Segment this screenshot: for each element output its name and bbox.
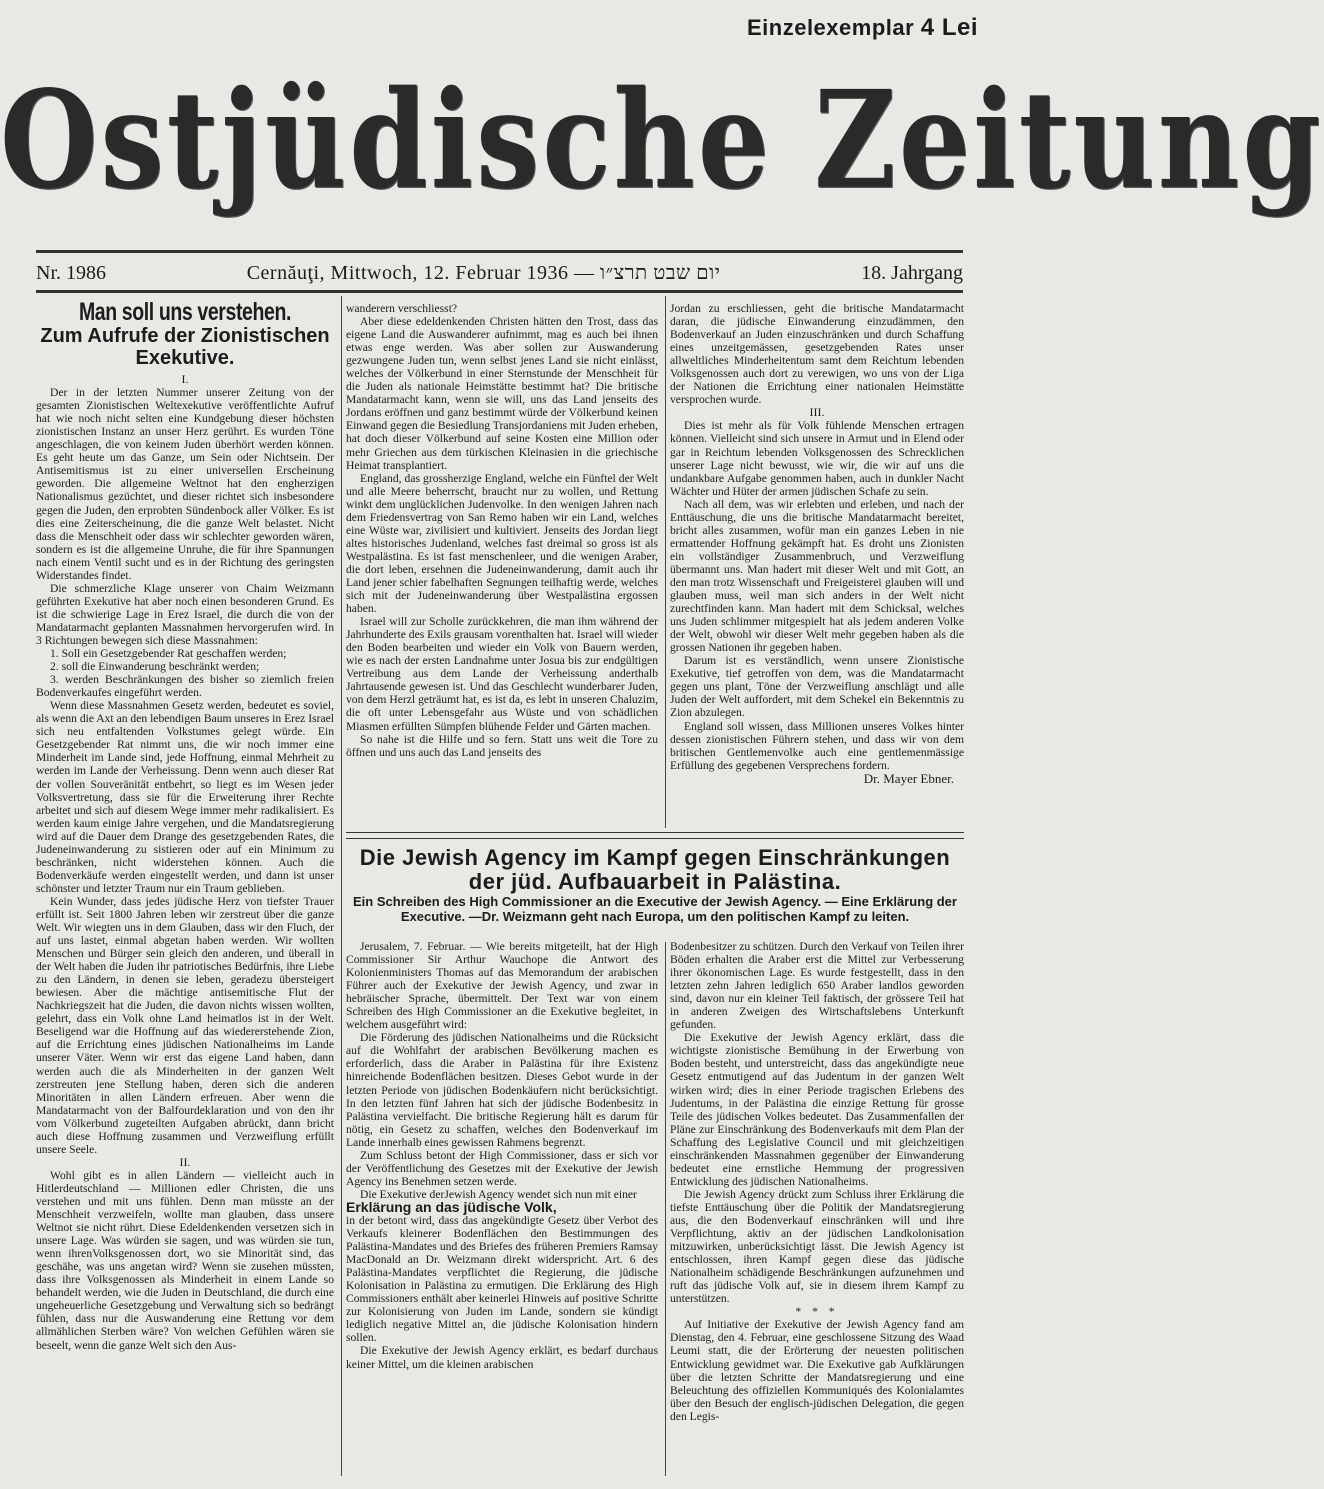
paragraph: Die schmerzliche Klage unserer von Chaim Weizmann geführten Exekutive hat aber noch einen besonderen Grund. Es ist die schwierige Lage in Erez Israel, die durch die von der Mandatarmacht geplanten Massnahmen hervorgerufen wird. In 3 Richtungen bewegen sich diese Massnahmen: [36,581,334,647]
dateline [36,258,963,288]
column-divider-3 [665,942,666,1476]
place-date: Cernăuţi, Mittwoch, 12. Februar 1936 — [246,261,595,284]
masthead-rule-bottom [36,290,963,293]
paragraph: Aber diese edeldenkenden Christen hätten den Trost, dass das eigene Land die Auswanderer aufnimmt, mag es auch bei ihnen etwas enge werden. Was aber sollen zur Auswanderung gezwungene Juden tun, wenn selbst jenes Land sie nicht einlässt, welches der Völkerbund in einer Sternstunde der Menschheit für die Juden als nationale Heimstätte bestimmt hat? Die britische Mandatarmacht kann, wenn sie will, uns das Land jenseits des Jordans eröffnen und ganz bestimmt würde der Völkerbund keinen Einwand gegen die Besiedlung Transjordaniens mit Juden erheben, hat doch dieser Völkerbund auf seine Kosten eine Million oder mehr Griechen aus dem türkischen Kleinasien in die griechische Heimat transplantiert. [346,315,658,472]
paragraph: Die Jewish Agency drückt zum Schluss ihrer Erklärung die tiefste Enttäuschung über die Politik der Mandatsregierung aus, die den Bodenverkauf einschränken will und ihre Verpflichtung, aktiv an der jüdischen Landkolonisation mitzuwirken, unberücksichtigt lässt. Die Jewish Agency ist entschlossen, ihren Kampf gegen diese das jüdische Nationalheim schädigende Beschränkungen aufzunehmen und ruft das jüdische Volk auf, sie in diesem ihrem Kampf zu unterstützen. [670,1187,964,1306]
article1-column-2 [346,302,658,826]
paragraph: 3. werden Beschränkungen des bisher so ziemlich freien Bodenverkaufes eingeführt werden. [36,673,334,700]
paragraph: Wohl gibt es in allen Ländern — vielleicht auch in Hitlerdeutschland — Millionen edler Christen, die uns verstehen und mit uns fühlen. Denn man müsste an der Menschheit verzweifeln, wollte man glauben, dass unsere Weltnot sie nicht rührt. Diese Edeldenkenden versetzen sich in unsere Lage. Was würden sie sagen, und was würden sie tun, wenn ihrenVolksgenossen dort, wo sie Minorität sind, das geschähe, was uns angetan wird? Wenn sie zusehen müssten, dass ihre Volksgenossen als Minderheit in einem Lande so behandelt werden, wie die Juden in Deutschland, die durch eine ungeheuerliche Gesetzgebung und Verwaltung sich so bedrängt fühlen, dass nur die Auswanderung eine Rettung vor dem allmählichen Sterben wäre? Von welchen Gefühlen wären sie beseelt, wenn die ganze Welt sich den Aus- [36,1168,334,1352]
paragraph: Der in der letzten Nummer unserer Zeitung von der gesamten Zionistischen Weltexekutive veröffentlichte Aufruf hat wie noch nicht selten eine Kundgebung dieser höchsten zionistischen Instanz an unser Herz gerührt. Es wurden Töne angeschlagen, die von keinem Juden überhört werden können. Es geht heute um das Ganze, um Sein oder Nichtsein. Der Antisemitismus ist zu einer universellen Erscheinung geworden. Die allgemeine Weltnot hat den engherzigen Nationalismus gezüchtet, und dieser richtet sich insbesondere gegen die Juden, den erprobten Sündenbock aller Völker. Es ist dies eine Zeiterscheinung, die die ganze Welt belastet. Nicht dass die Menschheit oder dass wir schlechter geworden wären, sondern es ist die allgemeine Unruhe, die für ihre Spannungen nach einem Ventil sucht und es in der Richtung des geringsten Widerstandes findet. [36,386,334,582]
paragraph: Israel will zur Scholle zurückkehren, die man ihm während der Jahrhunderte des Exils grausam vorenthalten hat. Israel will wieder den Boden bearbeiten und wieder ein Volk von Bauern werden, wie es nach der ersten Landnahme unter Josua bis zur endgültigen Vertreibung aus dem Lande der Verheissung anderthalb Jahrtausende gewesen ist. Und das Geschlecht wunderbarer Juden, von dem Herzl geträumt hat, es ist da, es lebt in unseren Chaluzim, die oft unter Lebensgefahr aus Wüste und von schädlichen Miasmen erfüllten Sümpfen blühende Felder und Gärten machen. [346,615,658,733]
paragraph: 1. Soll ein Gesetzgebender Rat geschaffen werden; [50,647,287,661]
article2-column-1 [346,940,658,1480]
section-number-2: II. [179,1154,191,1169]
section-number-1: I. [181,372,189,387]
paragraph: Die Exekutive derJewish Agency wendet sich nun mit einer [360,1187,637,1201]
paragraph: in der betont wird, dass das angekündigte Gesetz über Verbot des Verkaufs kleinerer Bodenflächen den Bestimmungen des Palästina-Mandates und des Briefes des früheren Premiers Ramsay MacDonald an Dr. Weizmann direkt widerspricht. Art. 6 des Palästina-Mandates verpflichtet die Regierung, die jüdische Kolonisation in Palästina zu ermutigen. Die Erklärung des High Commissioners enthält aber keinerlei Hinweis auf positive Schritte zur Kolonisierung von Juden im Lande, sondern sie kündigt lediglich negative Mittel an, die jüdische Kolonisation hindern sollen. [346,1213,658,1345]
paragraph: Auf Initiative der Exekutive der Jewish Agency fand am Dienstag, den 4. Februar, eine geschlossene Sitzung des Waad Leumi statt, die der Erörterung der neuesten politischen Entwicklung gewidmet war. Die Exekutive gab Aufklärungen über die letzten Schritte der Mandatsregierung und eine Beleuchtung des offiziellen Kommuniqués des Kolonialamtes über den Besuch der englisch-jüdischen Delegation, die gegen den Legis- [670,1318,964,1423]
article-divider-2 [346,838,964,839]
article1-title: Man soll uns verstehen. [78,298,292,326]
article2-column-2 [670,940,964,1480]
paragraph: wanderern verschliesst? [346,302,458,315]
price-label [747,14,978,42]
article1-column-3 [670,302,964,826]
paragraph: England, das grossherzige England, welche ein Fünftel der Welt und alle Meere beherrscht, braucht nur zu wollen, und Rettung winkt dem unglücklichen Judenvolke. In den wenigen Jahren nach dem Friedensvertrag von San Remo haben wir ein Land, welches eine Wüste war, zivilisiert und kultiviert. Jenseits des Jordan liegt altes historisches Judenland, welches fast dreimal so gross ist als Westpalästina. Es ist fast menschenleer, und die wenigen Araber, die dort leben, ersehnen die Judeneinwanderung, damit auch ihr Land jener schier fabelhaften Segnungen teilhaftig werde, welches sich mit der Judeneinwanderung über Westpalästina ergossen haben. [346,471,658,616]
paragraph: Nach all dem, was wir erlebten und erleben, und nach der Enttäuschung, die uns die britische Mandatarmacht bereitet, bricht alles zusammen, wofür man ein ganzes Leben in nie ermattender Hoffnung gekämpft hat. Es droht uns Zionisten ein vollständiger Zusammenbruch, und Verzweiflung übermannt uns. Man hadert mit dieser Welt und mit Gott, an den man trotz Wissenschaft und Freigeisterei glauben will und glauben muss, weil man sich anders in der Welt nicht zurechtfinden kann. Man hadert mit dem Schicksal, welches uns Juden schlimmer mitgespielt hat als jedem anderen Volke der Welt, obwohl wir dieser Welt mehr gegeben haben als die grossen Nationen ihr gegeben haben. [670,497,964,655]
paragraph: Dies ist mehr als für Volk fühlende Menschen ertragen können. Vielleicht sind sich unsere in Armut und in Elend oder gar in Reichtum lebenden Volksgenossen des Schrecklichen unserer Lage nicht bewusst, wie wir, die wir auf uns die undankbare Aufgabe genommen haben, auch in dunkler Nacht Wächter und Hüter der armen jüdischen Schafe zu sein. [670,419,964,498]
paragraph: So nahe ist die Hilfe und so fern. Statt uns weit die Tore zu öffnen und uns auch das Land jenseits des [346,732,658,759]
article-divider [346,832,964,833]
column-divider-1 [341,296,342,1476]
paragraph: Die Exekutive der Jewish Agency erklärt, es bedarf durchaus keiner Mittel, um die kleinen arabischen [346,1344,658,1371]
article1-column-1 [36,298,334,1482]
paragraph: Wenn diese Massnahmen Gesetz werden, bedeutet es soviel, als wenn die Axt an den lebendigen Baum unseres in Erez Israel sich neu entfaltenden Volkstumes gelegt würde. Ein Gesetzgebender Rat nimmt uns, die wir noch immer eine Minderheit im Lande sind, jede Hoffnung, einmal Mehrheit zu werden im Lande der Verheissung. Denn wenn auch dieser Rat der vollen Souveränität entbehrt, so liegt es im Wesen jeder Volksvertretung, dass sie für die Erweiterung ihrer Rechte arbeitet und sich auf diesem Wege immer mehr radikalisiert. Es werden kaum einige Jahre vergehen, und die Mandatsregierung wird auf die Dauer dem Drange des gesetzgebenden Rates, die Judeneinwanderung zu sistieren oder auf ein Minimum zu beschränken, nicht widerstehen können. Auch die Bodenverkäufe werden eingestellt werden, und dann ist unser schönster und letzter Traum nur ein Traum geblieben. [36,699,334,895]
masthead-title: Ostjüdische Zeitung [0,62,1324,220]
paragraph: 2. soll die Einwanderung beschränkt werden; [50,660,260,674]
article1-subtitle: Zum Aufrufe der Zionistischen Exekutive. [40,325,330,370]
article2-subhead: Erklärung an das jüdische Volk, [346,1198,557,1215]
author-signature: Dr. Mayer Ebner. [863,770,954,786]
paragraph: Die Exekutive der Jewish Agency erklärt, dass die wichtigste zionistische Bemühung in der Erwerbung von Boden besteht, und unterstreicht, dass das angekündigte neue Gesetz entmutigend auf das Judentum in der ganzen Welt wirken wird; dies in einer Periode tragischen Erlebens des Judentums, in der Palästina die einzige Rettung für grosse Teile des jüdischen Volkes bedeutet. Das Zusammenfallen der Pläne zur Einschränkung des Bodenverkaufs mit dem Plan der Schaffung des Legislative Council und mit gleichzeitigen einschränkenden Massnahmen gegenüber der Einwanderung bedeutet eine ernstliche Hemmung der progressiven Entwicklung des jüdischen Nationalheims. [670,1031,964,1188]
section-number-3: III. [809,405,825,420]
masthead-rule-top [36,250,963,253]
volume-year: 18. Jahrgang [861,261,963,284]
issue-date [247,262,721,285]
paragraph: Die Förderung des jüdischen Nationalheims und die Rücksicht auf die Wohlfahrt der arabischen Bevölkerung machen es erforderlich, dass die Araber in Palästina für ihre Existenz hinreichende Bodenflächen besitzen. Dieses Gebot wurde in der letzten Periode von jüdischen Bodenkäufern nicht berücksichtigt. In den letzten fünf Jahren hat sich der jüdische Bodenbesitz in Palästina vervielfacht. Die britische Regierung hält es darum für nötig, ein Gesetz zu schaffen, welches den Bodenverkauf im Lande innerhalb eines gewissen Rahmens begrenzt. [346,1031,658,1149]
issue-number: Nr. 1986 [36,261,106,284]
paragraph: Kein Wunder, dass jedes jüdische Herz von tiefster Trauer erfüllt ist. Seit 1800 Jahren leben wir zerstreut über die ganze Welt. Wir wiegten uns in dem Glauben, dass wir den Fluch, der auf uns lastet, einmal abgetan haben werden. Wir wollten Menschen und Bürger sein gleich den anderen, und überall in der Welt haben die Juden ihr patriotisches Bedürfnis, ihre Liebe zu den Ländern, in denen sie leben, geradezu übersteigert bewiesen. Aber die mächtige antisemitische Flut der Nachkriegszeit hat die Juden, die davon nichts wissen wollten, gelehrt, dass ein Volk ohne Land heimatlos ist in der Welt. Beseligend war die Hoffnung auf das wiedererstehende Zion, auf die Errichtung eines jüdischen Nationalheims im Lande unserer Väter. Wenn wir erst das eigene Land haben, dann werden auch die als Minderheiten in der ganzen Welt zerstreuten jene Stellung haben, deren sich die anderen Minoritäten in allen Ländern erfreuen. Aber wenn die Mandatarmacht von der Balfourdeklaration und von den ihr vom Völkerbund zugeteilten Aufgaben abrückt, dann bricht auch diese Hoffnung zusammen und Verzweiflung erfüllt unsere Seele. [36,894,334,1156]
section-stars: * * * [795,1305,839,1319]
article2-title: Die Jewish Agency im Kampf gegen Einschränkungen der jüd. Aufbauarbeit in Palästina. [359,845,951,894]
paragraph: Jordan zu erschliessen, geht die britische Mandatarmacht daran, die jüdische Einwanderung einzudämmen, den Bodenverkauf an Juden einzuschränken und durch Schaffung eines unzeitgemässen, gesetzgebenden Rates unser allweltliches Minderheitentum samt dem Reichtum lebenden Volksgenossen auch dort zu verewigen, wo uns von der Liga der Nationen die Errichtung einer nationalen Heimstätte versprochen wurde. [670,302,964,407]
hebrew-date: יום שבט תרצ״ו [600,261,721,284]
paragraph: Darum ist es verständlich, wenn unsere Zionistische Exekutive, tief getroffen von dem, was die Mandatarmacht gegen uns plant, Töne der Verzweiflung anschlägt und alle Juden der Welt auffordert, mit dem Schekel ein Bekenntnis zu Zion abzulegen. [670,654,964,720]
article2-subtitle: Ein Schreiben des High Commissioner an die Executive der Jewish Agency. — Eine Erklärung der Executive. —Dr. Weizmann geht nach Europa, um den politischen Kampf zu leiten. [353,894,957,924]
price-amount: 4 Lei [920,14,978,41]
paragraph: Jerusalem, 7. Februar. — Wie bereits mitgeteilt, hat der High Commissioner Sir Arthur Wauchope die Antwort des Kolonienministers Thomas auf das Memorandum der arabischen Führer auch der Exekutive der Jewish Agency, und zwar in hebräischer Sprache, übermittelt. Der Text war von einem Schreiben des High Commissioner an die Exekutive begleitet, in welchem ausgeführt wird: [346,940,658,1032]
price-text: Einzelexemplar [746,15,915,40]
paragraph: Zum Schluss betont der High Commissioner, dass er sich vor der Veröffentlichung des Gesetzes mit der Exekutive der Jewish Agency ins Benehmen setzen werde. [346,1148,658,1188]
column-divider-2 [665,296,666,828]
paragraph: Bodenbesitzer zu schützen. Durch den Verkauf von Teilen ihrer Böden erhalten die Araber erst die Mittel zur Verbesserung ihrer ökonomischen Lage. Es wurde festgestellt, dass in den letzten zehn Jahren lediglich 650 Araber landlos geworden sind, davon nur ein kleiner Teil faktisch, der grössere Teil hat in anderen Zweigen des Wirtschaftslebens Unterkunft gefunden. [670,940,964,1032]
paragraph: England soll wissen, dass Millionen unseres Volkes hinter dessen zionistischen Führern stehen, und dass wir von dem britischen Gentlemenvolke auch eine gentlemenmässige Erfüllung des gegebenen Versprechens fordern. [670,719,964,772]
